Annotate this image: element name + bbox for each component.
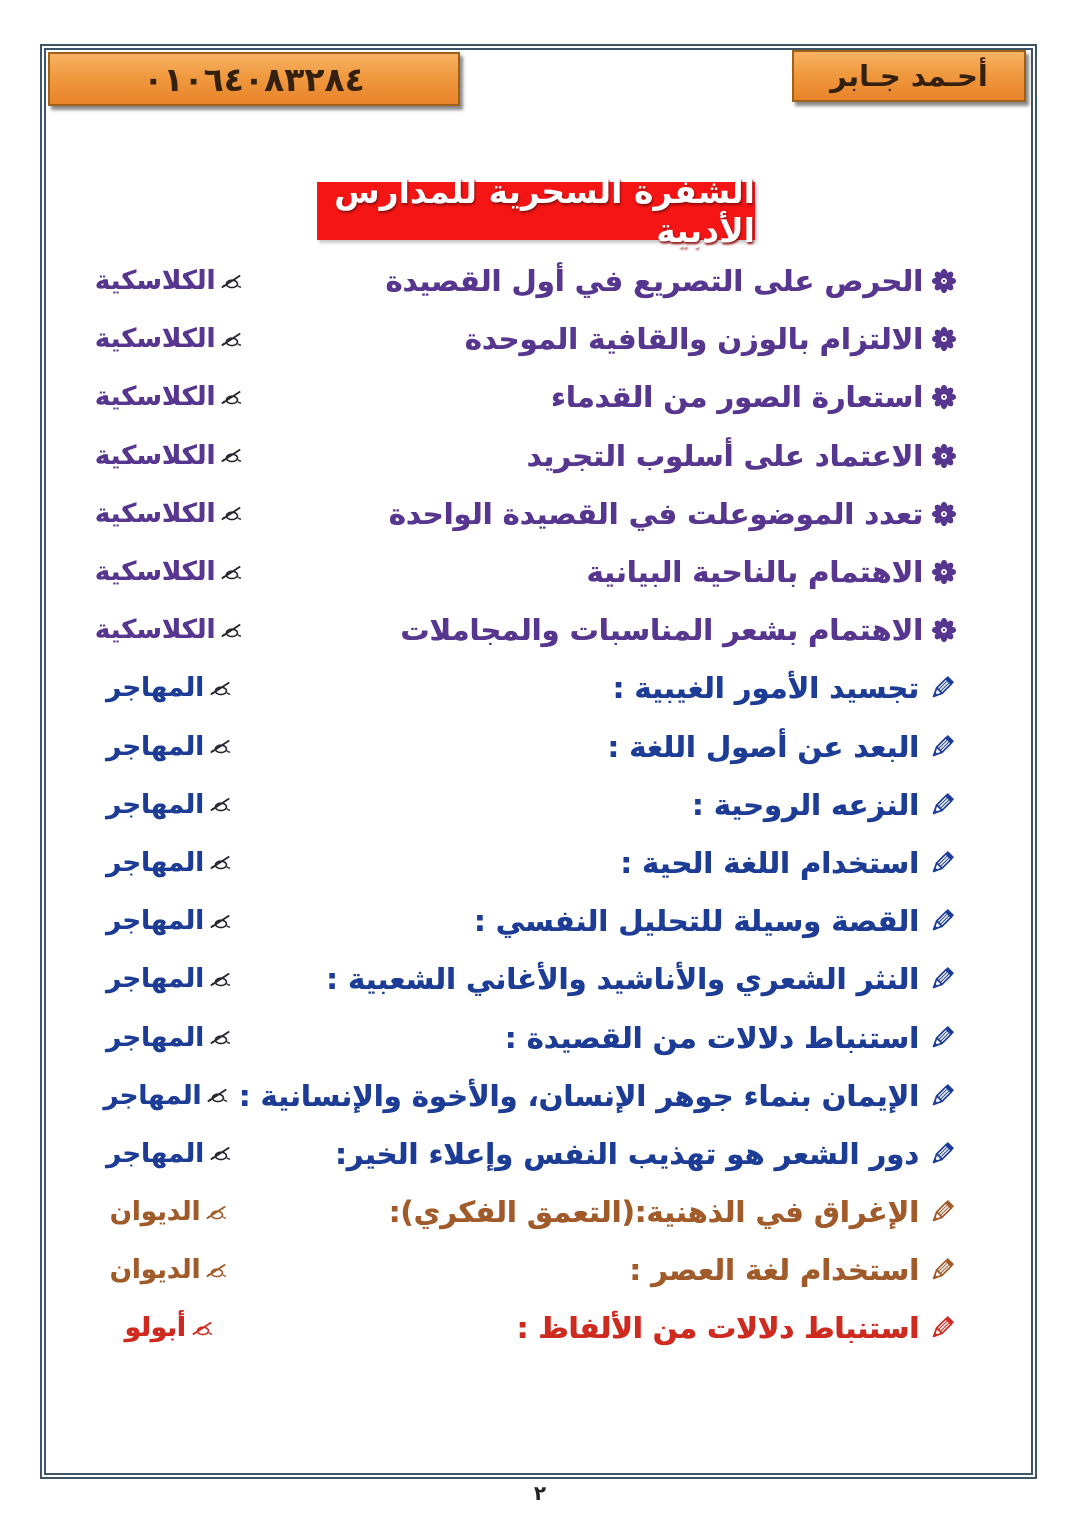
school-label-group <box>94 499 244 529</box>
school-label-group <box>94 266 244 296</box>
writing-hand-icon <box>219 388 243 407</box>
feature-text: دور الشعر هو تهذيب النفس وإعلاء الخير: <box>335 1136 919 1171</box>
author-badge <box>792 50 1026 102</box>
feature-text: استعارة الصور من القدماء <box>550 380 923 415</box>
list-item <box>46 834 1029 892</box>
feature-group <box>335 1137 957 1171</box>
feature-group <box>400 613 957 647</box>
pencil-icon <box>927 1139 957 1169</box>
school-name: المهاجر <box>106 673 204 704</box>
school-label-group <box>94 1255 244 1285</box>
school-name: الكلاسكية <box>94 440 216 471</box>
pencil-icon <box>927 1081 957 1111</box>
list-item <box>46 776 1029 834</box>
school-label-group <box>94 906 244 936</box>
school-name: المهاجر <box>106 1138 204 1169</box>
school-name: المهاجر <box>103 1080 202 1111</box>
school-name: الكلاسكية <box>94 266 216 297</box>
list-item <box>46 950 1029 1008</box>
feature-group <box>239 1079 957 1113</box>
flower-icon <box>931 326 957 352</box>
school-label-group <box>94 1023 244 1053</box>
feature-text: النثر الشعري والأناشيد والأغاني الشعبية : <box>326 962 919 997</box>
flower-icon <box>931 501 957 527</box>
writing-hand-icon <box>219 621 243 640</box>
list-item <box>46 1125 1029 1183</box>
pencil-icon <box>927 1255 957 1285</box>
school-name: الكلاسكية <box>94 382 216 413</box>
school-name: المهاجر <box>106 731 204 762</box>
writing-hand-icon <box>204 1261 228 1280</box>
list-item <box>46 368 1029 426</box>
school-name: المهاجر <box>106 789 204 820</box>
feature-text: تجسيد الأمور الغيبية : <box>612 671 919 706</box>
page-title: الشفرة السحرية للمدارس الأدبية <box>334 172 755 250</box>
school-name: الديوان <box>109 1197 201 1228</box>
feature-text: تعدد الموضوعلت في القصيدة الواحدة <box>388 496 923 531</box>
writing-hand-icon <box>208 679 232 698</box>
writing-hand-icon <box>208 1144 232 1163</box>
feature-text: الاهتمام بالناحية البيانية <box>586 555 923 590</box>
school-name: أبولو <box>124 1313 186 1344</box>
writing-hand-icon <box>219 330 243 349</box>
feature-text: الالتزام بالوزن والقافية الموحدة <box>464 322 923 357</box>
school-name: الديوان <box>109 1255 201 1286</box>
school-name: الكلاسكية <box>94 615 216 646</box>
feature-group <box>326 962 957 996</box>
school-name: المهاجر <box>106 847 204 878</box>
school-name: المهاجر <box>106 1022 204 1053</box>
pencil-icon <box>927 1197 957 1227</box>
list-item <box>46 310 1029 368</box>
feature-group <box>526 439 957 473</box>
school-label-group <box>94 1081 239 1111</box>
writing-hand-icon <box>219 272 243 291</box>
school-name: المهاجر <box>106 964 204 995</box>
pencil-icon <box>927 848 957 878</box>
feature-text: استخدام لغة العصر : <box>629 1253 919 1288</box>
flower-icon <box>931 559 957 585</box>
feature-group <box>692 788 957 822</box>
writing-hand-icon <box>219 446 243 465</box>
school-label-group <box>94 964 244 994</box>
list-item <box>46 427 1029 485</box>
writing-hand-icon <box>190 1319 214 1338</box>
feature-group <box>620 846 957 880</box>
phone-number: ٠١٠٦٤٠٨٣٢٨٤ <box>143 59 365 99</box>
feature-text: استخدام اللغة الحية : <box>620 845 919 880</box>
flower-icon <box>931 268 957 294</box>
list-item <box>46 485 1029 543</box>
schools-feature-list <box>46 252 1029 1358</box>
writing-hand-icon <box>208 912 232 931</box>
feature-group <box>389 1195 957 1229</box>
writing-hand-icon <box>205 1086 229 1105</box>
pencil-icon <box>927 1313 957 1343</box>
page-number: ٢ <box>533 1481 547 1505</box>
feature-group <box>586 555 957 589</box>
pencil-icon <box>927 732 957 762</box>
page-title-banner <box>317 172 755 250</box>
feature-group <box>465 322 957 356</box>
writing-hand-icon <box>204 1203 228 1222</box>
school-label-group <box>94 1139 244 1169</box>
feature-group <box>516 1311 957 1345</box>
pencil-icon <box>927 673 957 703</box>
feature-text: النزعه الروحية : <box>691 787 919 822</box>
list-item <box>46 659 1029 717</box>
school-label-group <box>94 1313 244 1343</box>
feature-text: الاعتماد على أسلوب التجريد <box>526 438 923 473</box>
list-item <box>46 892 1029 950</box>
flower-icon <box>931 443 957 469</box>
feature-group <box>505 1021 957 1055</box>
writing-hand-icon <box>219 504 243 523</box>
school-label-group <box>94 673 244 703</box>
list-item <box>46 1008 1029 1066</box>
pencil-icon <box>927 790 957 820</box>
feature-text: الإيمان بنماء جوهر الإنسان، والأخوة والإنسانية : <box>238 1078 919 1113</box>
feature-text: استنباط دلالات من القصيدة : <box>504 1020 919 1055</box>
feature-group <box>551 380 957 414</box>
school-label-group <box>94 324 244 354</box>
list-item <box>46 1067 1029 1125</box>
school-label-group <box>94 615 244 645</box>
flower-icon <box>931 384 957 410</box>
feature-group <box>613 671 957 705</box>
feature-group <box>389 497 957 531</box>
phone-badge <box>48 52 460 106</box>
feature-text: القصة وسيلة للتحليل النفسي : <box>473 904 919 939</box>
list-item <box>46 1299 1029 1357</box>
feature-text: البعد عن أصول اللغة : <box>607 729 919 764</box>
feature-text: الحرص على التصريع في أول القصيدة <box>385 264 923 299</box>
writing-hand-icon <box>208 853 232 872</box>
list-item <box>46 601 1029 659</box>
feature-text: الإغراق في الذهنية:(التعمق الفكري): <box>388 1195 919 1230</box>
feature-text: الاهتمام بشعر المناسبات والمجاملات <box>400 613 923 648</box>
pencil-icon <box>927 964 957 994</box>
school-name: المهاجر <box>106 906 204 937</box>
writing-hand-icon <box>208 737 232 756</box>
school-name: الكلاسكية <box>94 498 216 529</box>
school-label-group <box>94 732 244 762</box>
flower-icon <box>931 617 957 643</box>
feature-group <box>385 264 957 298</box>
writing-hand-icon <box>208 795 232 814</box>
writing-hand-icon <box>208 1028 232 1047</box>
school-label-group <box>94 1197 244 1227</box>
school-label-group <box>94 382 244 412</box>
school-label-group <box>94 790 244 820</box>
feature-group <box>629 1253 957 1287</box>
school-label-group <box>94 441 244 471</box>
writing-hand-icon <box>208 970 232 989</box>
writing-hand-icon <box>219 563 243 582</box>
list-item <box>46 1241 1029 1299</box>
pencil-icon <box>927 906 957 936</box>
feature-group <box>474 904 957 938</box>
school-name: الكلاسكية <box>94 557 216 588</box>
author-name: أحـمد جـابر <box>830 59 988 93</box>
list-item <box>46 543 1029 601</box>
list-item <box>46 252 1029 310</box>
school-label-group <box>94 848 244 878</box>
list-item <box>46 718 1029 776</box>
pencil-icon <box>927 1023 957 1053</box>
feature-text: استنباط دلالات من الألفاظ : <box>516 1311 919 1346</box>
school-label-group <box>94 557 244 587</box>
feature-group <box>607 730 957 764</box>
school-name: الكلاسكية <box>94 324 216 355</box>
list-item <box>46 1183 1029 1241</box>
